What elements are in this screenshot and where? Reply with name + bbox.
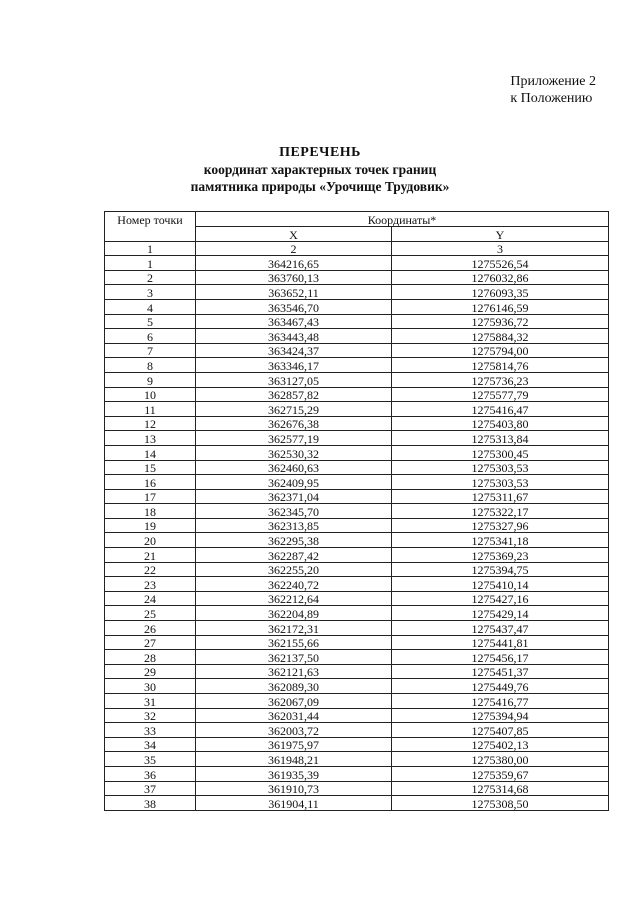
table-row — [105, 781, 609, 796]
appendix-note — [510, 73, 596, 107]
table-row — [105, 635, 609, 650]
table-row — [105, 489, 609, 504]
table-row — [105, 752, 609, 767]
table-row — [105, 329, 609, 344]
heading-line-2: координат характерных точек границ — [203, 162, 437, 177]
y-coordinate-cell: 1276032,86 — [392, 270, 609, 285]
y-coordinate-cell: 1275303,53 — [392, 460, 609, 475]
y-coordinate-cell: 1276146,59 — [392, 299, 609, 314]
table-row — [105, 533, 609, 548]
table-row — [105, 445, 609, 460]
point-number-cell: 6 — [105, 329, 196, 344]
table-row — [105, 650, 609, 665]
x-coordinate-cell: 362371,04 — [196, 489, 392, 504]
x-coordinate-cell: 362031,44 — [196, 708, 392, 723]
document-heading — [0, 144, 640, 195]
point-number-cell: 27 — [105, 635, 196, 650]
point-number-cell: 36 — [105, 766, 196, 781]
table-row — [105, 431, 609, 446]
x-coordinate-cell: 362172,31 — [196, 621, 392, 636]
point-number-cell: 31 — [105, 694, 196, 709]
y-coordinate-cell: 1275369,23 — [392, 548, 609, 563]
table-row — [105, 314, 609, 329]
x-coordinate-cell: 362715,29 — [196, 402, 392, 417]
x-coordinate-cell: 362003,72 — [196, 723, 392, 738]
point-number-cell: 15 — [105, 460, 196, 475]
x-coordinate-cell: 362204,89 — [196, 606, 392, 621]
x-coordinate-cell: 362676,38 — [196, 416, 392, 431]
point-number-cell: 23 — [105, 577, 196, 592]
table-row — [105, 343, 609, 358]
appendix-line-2: к Положению — [510, 91, 593, 106]
y-coordinate-cell: 1275427,16 — [392, 591, 609, 606]
y-coordinate-cell: 1275380,00 — [392, 752, 609, 767]
x-coordinate-cell: 363760,13 — [196, 270, 392, 285]
point-number-cell: 26 — [105, 621, 196, 636]
y-coordinate-cell: 1275577,79 — [392, 387, 609, 402]
y-coordinate-cell: 1275303,53 — [392, 475, 609, 490]
point-number-cell: 28 — [105, 650, 196, 665]
x-coordinate-cell: 361904,11 — [196, 796, 392, 811]
point-number-cell: 4 — [105, 299, 196, 314]
x-coordinate-cell: 362313,85 — [196, 518, 392, 533]
point-number-cell: 22 — [105, 562, 196, 577]
y-coordinate-cell: 1275313,84 — [392, 431, 609, 446]
table-row — [105, 460, 609, 475]
point-number-cell: 10 — [105, 387, 196, 402]
x-coordinate-cell: 362121,63 — [196, 664, 392, 679]
y-coordinate-cell: 1275441,81 — [392, 635, 609, 650]
x-coordinate-cell: 363443,48 — [196, 329, 392, 344]
x-coordinate-cell: 362287,42 — [196, 548, 392, 563]
table-row — [105, 402, 609, 417]
x-coordinate-cell: 362857,82 — [196, 387, 392, 402]
x-coordinate-cell: 363652,11 — [196, 285, 392, 300]
table-row — [105, 694, 609, 709]
table-row — [105, 664, 609, 679]
coordinates-table — [104, 211, 609, 811]
point-number-cell: 20 — [105, 533, 196, 548]
point-number-cell: 14 — [105, 445, 196, 460]
y-coordinate-cell: 1275403,80 — [392, 416, 609, 431]
point-number-cell: 19 — [105, 518, 196, 533]
y-coordinate-cell: 1275314,68 — [392, 781, 609, 796]
x-coordinate-cell: 361948,21 — [196, 752, 392, 767]
y-coordinate-cell: 1275359,67 — [392, 766, 609, 781]
table-row — [105, 708, 609, 723]
point-number-cell: 34 — [105, 737, 196, 752]
point-number-cell: 7 — [105, 343, 196, 358]
y-coordinate-cell: 1275429,14 — [392, 606, 609, 621]
point-number-cell: 5 — [105, 314, 196, 329]
x-coordinate-cell: 362409,95 — [196, 475, 392, 490]
y-coordinate-cell: 1276093,35 — [392, 285, 609, 300]
x-coordinate-cell: 362137,50 — [196, 650, 392, 665]
y-coordinate-cell: 1275936,72 — [392, 314, 609, 329]
point-number-cell: 29 — [105, 664, 196, 679]
x-coordinate-cell: 361935,39 — [196, 766, 392, 781]
x-coordinate-cell: 362577,19 — [196, 431, 392, 446]
document-title: ПЕРЕЧЕНЬ — [279, 145, 361, 160]
table-row — [105, 475, 609, 490]
table-row — [105, 606, 609, 621]
x-coordinate-cell: 363127,05 — [196, 372, 392, 387]
y-coordinate-cell: 1275456,17 — [392, 650, 609, 665]
point-number-cell: 21 — [105, 548, 196, 563]
y-coordinate-cell: 1275308,50 — [392, 796, 609, 811]
table-row — [105, 358, 609, 373]
point-number-cell: 2 — [105, 270, 196, 285]
x-coordinate-cell: 362345,70 — [196, 504, 392, 519]
table-row — [105, 372, 609, 387]
x-coordinate-cell: 362460,63 — [196, 460, 392, 475]
table-row — [105, 796, 609, 811]
point-number-cell: 25 — [105, 606, 196, 621]
heading-line-3: памятника природы «Урочище Трудовик» — [190, 179, 450, 194]
column-index-2: 2 — [196, 241, 392, 256]
point-number-cell: 33 — [105, 723, 196, 738]
point-number-cell: 32 — [105, 708, 196, 723]
point-number-cell: 30 — [105, 679, 196, 694]
table-row — [105, 679, 609, 694]
y-coordinate-cell: 1275814,76 — [392, 358, 609, 373]
table-row — [105, 548, 609, 563]
table-row — [105, 723, 609, 738]
y-coordinate-cell: 1275794,00 — [392, 343, 609, 358]
y-coordinate-cell: 1275300,45 — [392, 445, 609, 460]
point-number-cell: 8 — [105, 358, 196, 373]
y-coordinate-cell: 1275437,47 — [392, 621, 609, 636]
column-index-1: 1 — [105, 241, 196, 256]
y-coordinate-cell: 1275402,13 — [392, 737, 609, 752]
x-coordinate-cell: 362240,72 — [196, 577, 392, 592]
table-row — [105, 416, 609, 431]
header-y: Y — [392, 227, 609, 242]
y-coordinate-cell: 1275451,37 — [392, 664, 609, 679]
point-number-cell: 1 — [105, 256, 196, 271]
table-row — [105, 577, 609, 592]
y-coordinate-cell: 1275449,76 — [392, 679, 609, 694]
y-coordinate-cell: 1275736,23 — [392, 372, 609, 387]
table-row — [105, 270, 609, 285]
point-number-cell: 12 — [105, 416, 196, 431]
x-coordinate-cell: 363467,43 — [196, 314, 392, 329]
point-number-cell: 24 — [105, 591, 196, 606]
table-row — [105, 285, 609, 300]
table-row — [105, 256, 609, 271]
x-coordinate-cell: 362155,66 — [196, 635, 392, 650]
table-row — [105, 737, 609, 752]
x-coordinate-cell: 362530,32 — [196, 445, 392, 460]
point-number-cell: 38 — [105, 796, 196, 811]
point-number-cell: 37 — [105, 781, 196, 796]
y-coordinate-cell: 1275410,14 — [392, 577, 609, 592]
table-row — [105, 591, 609, 606]
y-coordinate-cell: 1275394,75 — [392, 562, 609, 577]
header-point-number: Номер точки — [105, 212, 196, 242]
y-coordinate-cell: 1275416,77 — [392, 694, 609, 709]
y-coordinate-cell: 1275884,32 — [392, 329, 609, 344]
table-row — [105, 504, 609, 519]
column-index-3: 3 — [392, 241, 609, 256]
x-coordinate-cell: 362212,64 — [196, 591, 392, 606]
x-coordinate-cell: 361910,73 — [196, 781, 392, 796]
table-row — [105, 766, 609, 781]
x-coordinate-cell: 363346,17 — [196, 358, 392, 373]
x-coordinate-cell: 362295,38 — [196, 533, 392, 548]
table-row — [105, 518, 609, 533]
point-number-cell: 11 — [105, 402, 196, 417]
y-coordinate-cell: 1275311,67 — [392, 489, 609, 504]
point-number-cell: 18 — [105, 504, 196, 519]
y-coordinate-cell: 1275327,96 — [392, 518, 609, 533]
header-x: X — [196, 227, 392, 242]
point-number-cell: 9 — [105, 372, 196, 387]
x-coordinate-cell: 362089,30 — [196, 679, 392, 694]
table-row — [105, 621, 609, 636]
x-coordinate-cell: 364216,65 — [196, 256, 392, 271]
appendix-line-1: Приложение 2 — [510, 74, 596, 89]
y-coordinate-cell: 1275322,17 — [392, 504, 609, 519]
point-number-cell: 3 — [105, 285, 196, 300]
y-coordinate-cell: 1275416,47 — [392, 402, 609, 417]
point-number-cell: 35 — [105, 752, 196, 767]
x-coordinate-cell: 362067,09 — [196, 694, 392, 709]
y-coordinate-cell: 1275526,54 — [392, 256, 609, 271]
table-row — [105, 387, 609, 402]
x-coordinate-cell: 363546,70 — [196, 299, 392, 314]
point-number-cell: 16 — [105, 475, 196, 490]
header-coordinates: Координаты* — [196, 212, 609, 227]
x-coordinate-cell: 361975,97 — [196, 737, 392, 752]
y-coordinate-cell: 1275407,85 — [392, 723, 609, 738]
x-coordinate-cell: 363424,37 — [196, 343, 392, 358]
point-number-cell: 13 — [105, 431, 196, 446]
y-coordinate-cell: 1275341,18 — [392, 533, 609, 548]
table-row — [105, 562, 609, 577]
x-coordinate-cell: 362255,20 — [196, 562, 392, 577]
table-row — [105, 299, 609, 314]
y-coordinate-cell: 1275394,94 — [392, 708, 609, 723]
coordinates-table-body — [105, 256, 609, 811]
point-number-cell: 17 — [105, 489, 196, 504]
